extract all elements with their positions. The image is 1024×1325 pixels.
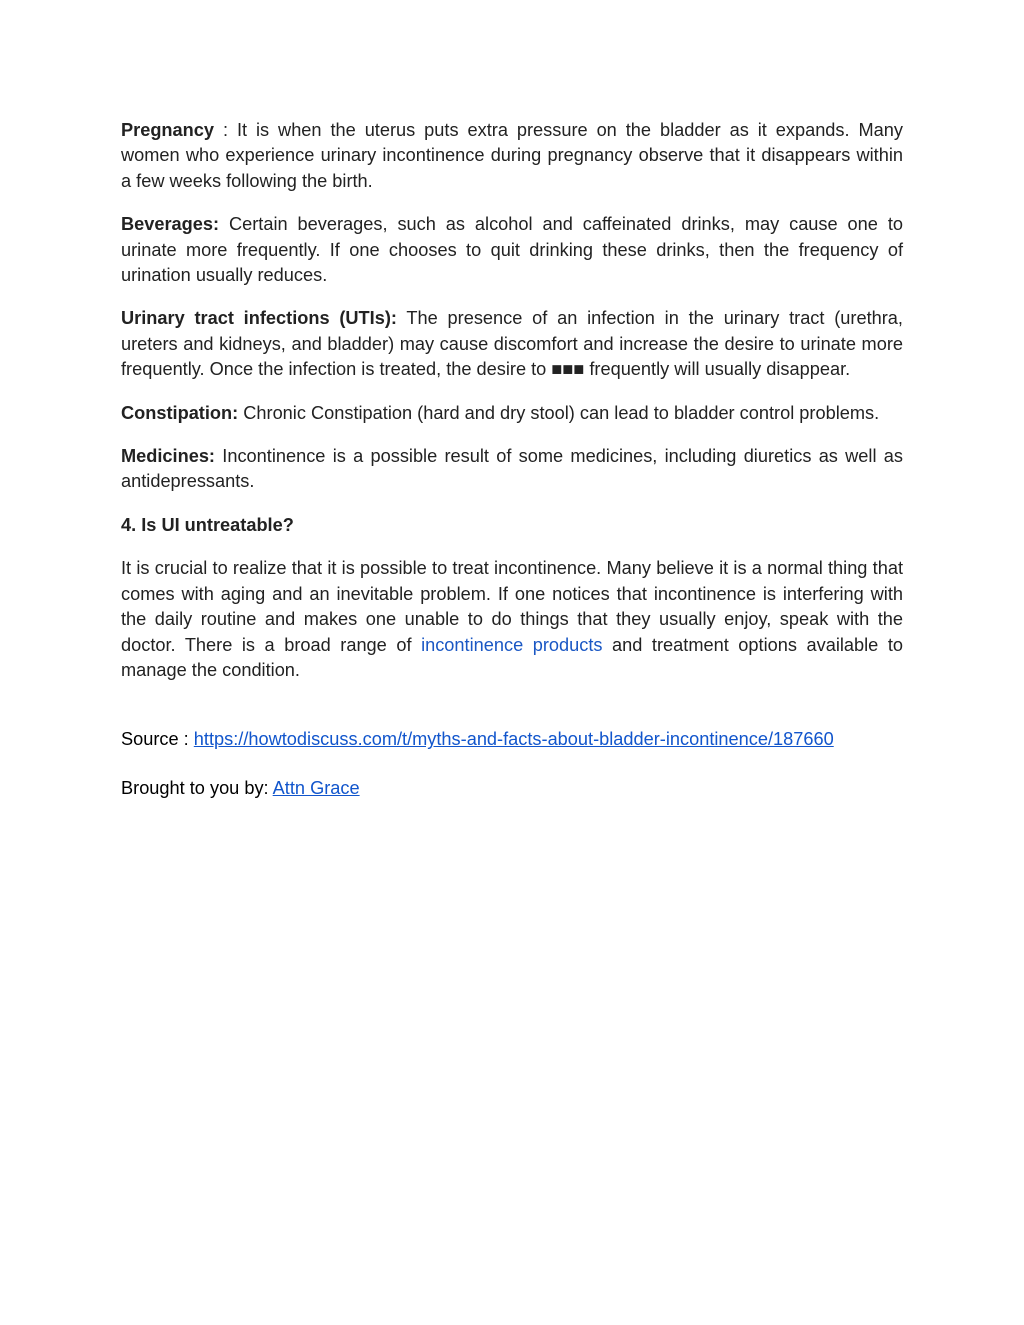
section-text: Certain beverages, such as alcohol and caffeinated drinks, may cause one to urinate more frequently. If one chooses to quit drinking these drinks, then the frequency of urination usually reduces. [121,214,903,286]
separator: : [214,120,237,140]
section-text: The presence of an infection in the urinary tract (urethra, ureters and kidneys, and bladder) may cause discomfort and increase the desire to urinate more frequently. Once the infection is treated, the desire to ■■■ frequently will usually disappear. [121,308,903,380]
source-label: Source : [121,729,194,750]
section-heading: 4. Is UI untreatable? [121,514,294,535]
source-link[interactable]: https://howtodiscuss.com/t/myths-and-facts-about-bladder-incontinence/187660 [193,729,834,750]
attn-grace-link[interactable]: Attn Grace [272,777,360,798]
term-pregnancy: Pregnancy [121,120,214,140]
term-constipation: Constipation: [121,402,239,423]
source-line [121,727,903,752]
term-utis: Urinary tract infections (UTIs): [121,308,397,329]
section-constipation [121,401,903,426]
separator [397,308,406,328]
section-text: Incontinence is a possible result of some medicines, including diuretics as well as antidepressants. [121,446,903,492]
term-medicines: Medicines: [121,446,215,467]
incontinence-products-link[interactable]: incontinence products [421,634,603,655]
separator [219,214,229,234]
credit-line [121,776,903,801]
section-pregnancy [121,118,903,194]
section-beverages [121,212,903,288]
term-beverages: Beverages: [121,214,220,235]
section-text: It is when the uterus puts extra pressure on the bladder as it expands. Many women who experience urinary incontinence during pregnancy observe that it disappears within a few weeks following the birth. [121,120,903,191]
credit-label: Brought to you by: [121,777,273,798]
answer-text-before: It is crucial to realize that it is possible to treat incontinence. Many believe it is a normal thing that comes with aging and an inevitable problem. If one notices that incontinence is interfering with the daily routine and makes one unable to do things that they usually enjoy, speak with the doctor. There is a broad range of [121,558,903,655]
document-page [121,118,903,819]
section-text: Chronic Constipation (hard and dry stool) can lead to bladder control problems. [243,402,880,423]
answer-paragraph [121,556,903,683]
answer-text-after: and treatment options available to manage the condition. [121,634,904,680]
section-medicines [121,444,903,495]
section-utis [121,306,903,382]
